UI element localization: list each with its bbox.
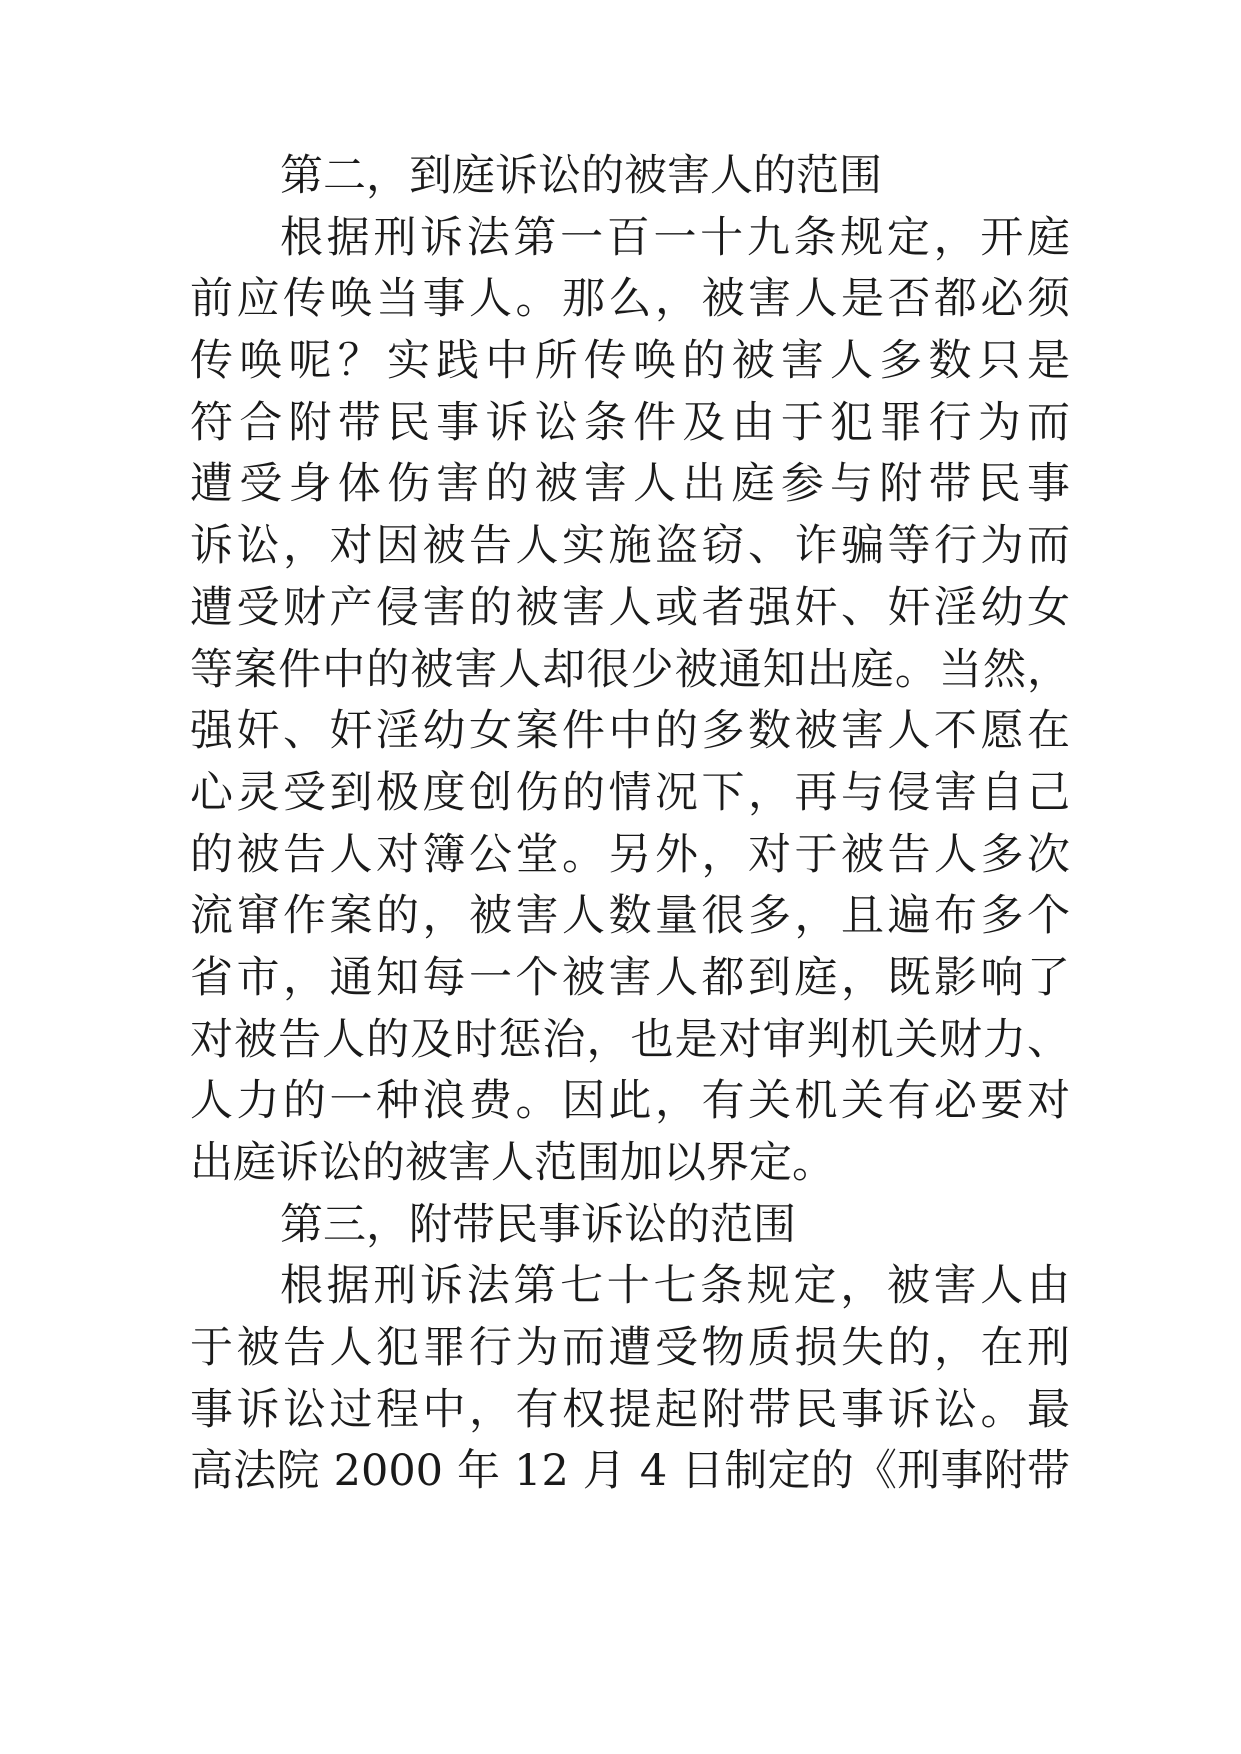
paragraph-line: 流窜作案的，被害人数量很多，且遍布多个 xyxy=(190,891,1070,942)
paragraph-line: 高法院 2000 年 12 月 4 日制定的《刑事附带 xyxy=(190,1446,1070,1497)
paragraph-line: 传唤呢？实践中所传唤的被害人多数只是 xyxy=(190,336,1070,387)
paragraph-line: 遭受财产侵害的被害人或者强奸、奸淫幼女 xyxy=(190,582,1070,633)
section-heading-2: 第二，到庭诉讼的被害人的范围 xyxy=(280,151,882,201)
paragraph-line: 于被告人犯罪行为而遭受物质损失的，在刑 xyxy=(190,1323,1070,1374)
paragraph-line: 心灵受到极度创伤的情况下，再与侵害自己 xyxy=(190,767,1070,818)
paragraph-line: 根据刑诉法第七十七条规定，被害人由 xyxy=(280,1261,1070,1312)
paragraph-line: 对被告人的及时惩治，也是对审判机关财力、 xyxy=(190,1014,1070,1065)
body-text xyxy=(190,146,1070,1503)
paragraph-line: 强奸、奸淫幼女案件中的多数被害人不愿在 xyxy=(190,706,1070,757)
paragraph-line: 遭受身体伤害的被害人出庭参与附带民事 xyxy=(190,459,1070,510)
paragraph-line: 事诉讼过程中，有权提起附带民事诉讼。最 xyxy=(190,1384,1070,1435)
paragraph-line: 根据刑诉法第一百一十九条规定，开庭 xyxy=(280,212,1070,263)
paragraph-line: 的被告人对簿公堂。另外，对于被告人多次 xyxy=(190,829,1070,880)
paragraph-line: 符合附带民事诉讼条件及由于犯罪行为而 xyxy=(190,397,1070,448)
paragraph-line: 省市，通知每一个被害人都到庭，既影响了 xyxy=(190,952,1070,1003)
paragraph-line: 前应传唤当事人。那么，被害人是否都必须 xyxy=(190,274,1070,325)
paragraph-line: 等案件中的被害人却很少被通知出庭。当然， xyxy=(190,644,1070,695)
section-heading-3: 第三，附带民事诉讼的范围 xyxy=(280,1199,796,1250)
paragraph-line: 人力的一种浪费。因此，有关机关有必要对 xyxy=(190,1076,1070,1127)
paragraph-line: 出庭诉讼的被害人范围加以界定。 xyxy=(190,1138,835,1188)
paragraph-line: 诉讼，对因被告人实施盗窃、诈骗等行为而 xyxy=(190,521,1070,572)
